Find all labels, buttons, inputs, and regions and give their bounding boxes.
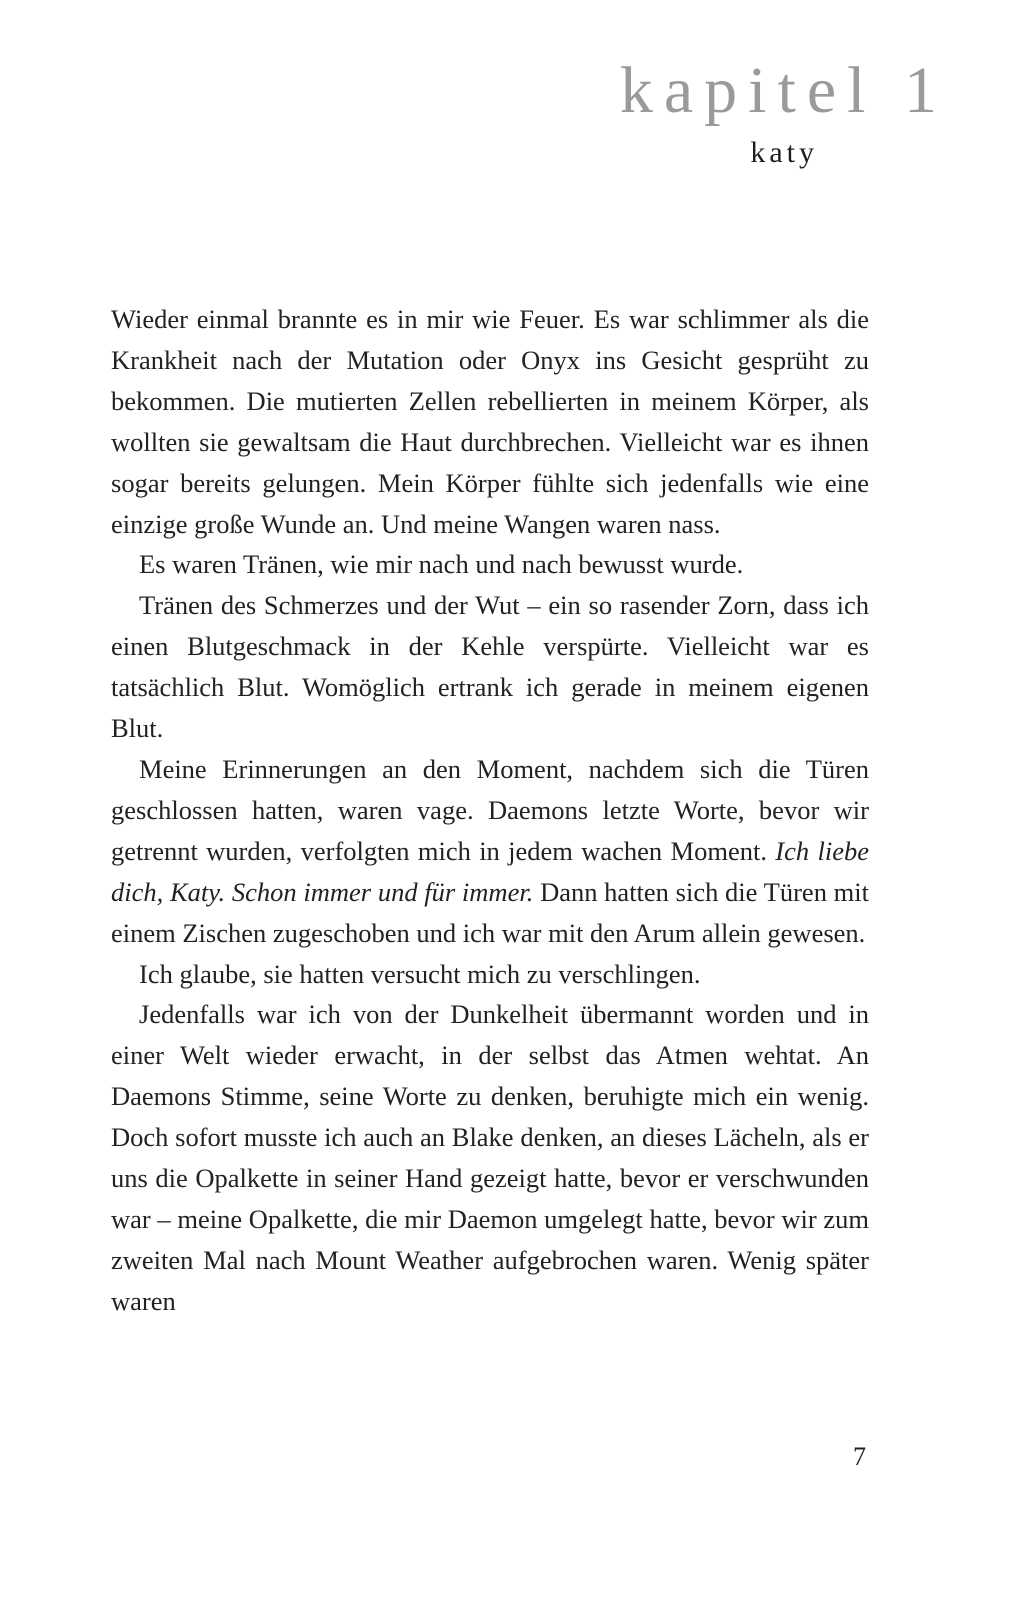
paragraph: Ich glaube, sie hatten versucht mich zu verschlingen. xyxy=(139,958,701,989)
paragraph: Tränen des Schmerzes und der Wut – ein so rasender Zorn, dass ich einen Blutgeschmack in der Kehle verspürte. Vielleicht war es tatsächlich Blut. Womöglich ertrank ich gerade in meinem eigenen Blut. xyxy=(111,590,869,744)
paragraph-text: Meine Erinnerungen an den Moment, nachdem sich die Türen geschlossen hatten, waren vage. Daemons letzte Worte, bevor wir getrennt wurden, verfolgten mich in jedem wachen Moment. xyxy=(111,753,869,866)
paragraph: Jedenfalls war ich von der Dunkelheit übermannt worden und in einer Welt wieder erwacht, in der selbst das Atmen wehtat. An Daemons Stimme, seine Worte zu denken, beruhigte mich ein wenig. Doch sofort musste ich auch an Blake denken, an dieses Lächeln, als er uns die Opalkette in seiner Hand gezeigt hatte, bevor er verschwunden war – meine Opalkette, die mir Daemon umgelegt hatte, bevor wir zum zweiten Mal nach Mount Weather aufgebrochen waren. Wenig später waren xyxy=(111,999,869,1316)
chapter-heading xyxy=(619,54,948,169)
paragraph: Wieder einmal brannte es in mir wie Feuer. Es war schlimmer als die Krankheit nach der Mutation oder Onyx ins Gesicht gesprüht zu bekommen. Die mutierten Zellen rebellierten in meinem Körper, als wollten sie gewaltsam die Haut durchbrechen. Vielleicht war es ihnen sogar bereits gelungen. Mein Körper fühlte sich jedenfalls wie eine einzige große Wunde an. Und meine Wangen waren nass. xyxy=(111,304,869,539)
body-text xyxy=(111,299,869,1322)
chapter-title: kapitel 1 xyxy=(619,54,948,127)
chapter-subtitle: katy xyxy=(750,136,818,169)
paragraph: Es waren Tränen, wie mir nach und nach bewusst wurde. xyxy=(139,549,744,580)
italic-quote: Ich liebe dich, Katy. Schon immer und für immer. xyxy=(111,835,869,907)
page-number: 7 xyxy=(853,1442,866,1471)
paragraph xyxy=(111,749,869,954)
paragraph-text: Dann hatten sich die Türen mit einem Zischen zugeschoben und ich war mit den Arum allein gewesen. xyxy=(111,876,870,948)
